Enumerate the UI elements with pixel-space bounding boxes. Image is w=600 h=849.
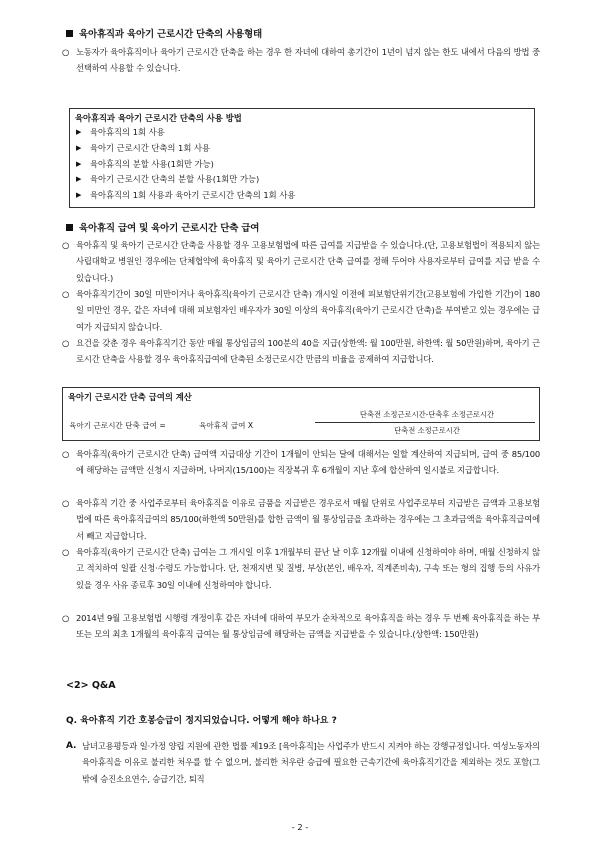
section1-intro: ○ 노동자가 육아휴직이나 육아기 근로시간 단축을 하는 경우 한 자녀에 대하여 총기간이 1년이 넘지 않는 한도 내에서 다음의 방법 중 선택하여 사용할 수 있습니다. (62, 47, 540, 74)
formula-denominator: 단축전 소정근로시간 (394, 426, 460, 435)
black-square-icon (66, 224, 73, 231)
usage-method-box-title: 육아휴직과 육아기 근로시간 단축의 사용 방법 (75, 113, 242, 123)
usage-method-box (69, 108, 535, 208)
section2-title: 육아휴직 급여 및 육아기 근로시간 단축 급여 (66, 220, 259, 234)
formula-box-title: 육아기 근로시간 단축 급여의 계산 (68, 392, 192, 402)
triangle-bullet-icon: ▶ (76, 191, 82, 200)
usage-method-item: ▶ 육아기 근로시간 단축의 1회 사용 (70, 141, 534, 157)
qa-section-title: <2> Q&A (66, 680, 116, 691)
fraction-bar (315, 422, 535, 423)
usage-method-item: ▶ 육아휴직의 1회 사용 (70, 125, 534, 141)
benefit-paragraph: ○ 2014년 9월 고용보험법 시행령 개정이후 같은 자녀에 대하여 부모가 순차적으로 육아휴직을 하는 경우 두 번째 육아휴직을 하는 부 또는 모의 최초 1개월의 육아휴직 급여는 월 통상임금에 해당하는 금액을 지급받을 수 있습니다.(상한액: 150만원) (62, 613, 540, 640)
page-number: - 2 - (291, 822, 309, 832)
triangle-bullet-icon: ▶ (76, 128, 82, 136)
benefit-paragraph: ○ 육아휴직(육아기 근로시간 단축) 급여액 지급대상 기간이 1개월이 안되는 달에 대해서는 일할 계산하여 지급되며, 급여 중 85/100에 해당하는 금액만 신청시 지급하며, 나머지(15/100)는 직장복귀 후 6개월이 지난 후에 합산하여 일시불로 지급합니다. (62, 449, 540, 476)
formula-lhs: 육아기 근로시간 단축 급여 = (69, 421, 166, 430)
benefit-paragraph: ○ 육아휴직(육아기 근로시간 단축) 급여는 그 개시일 이후 1개월부터 끝난 날 이후 12개월 이내에 신청하여야 하며, 매월 신청하지 않고 적치하여 일괄 신청·수령도 가능합니다. 단, 천재지변 및 질병, 부상(본인, 배우자, 직계존비속), 구속 또는 형의 집행 등의 사유가 있을 경우 사유 종료후 30일 이내에 신청하여야 합니다. (62, 547, 540, 590)
benefit-paragraph: ○ 요건을 갖춘 경우 육아휴직기간 동안 매월 통상임금의 100분의 40을 지급(상한액: 월 100만원, 하한액: 월 50만원)하며, 육아기 근로시간 단축을 사용할 경우 육아휴직급여에 단축된 소정근로시간 만큼의 비율을 공제하여 지급합니다. (62, 338, 540, 365)
black-square-icon (66, 30, 73, 37)
formula-mid: 육아휴직 급여 X (199, 421, 254, 430)
answer-paragraph: A. 남녀고용평등과 일·가정 양립 지원에 관한 법률 제19조 [육아휴직]는 사업주가 반드시 지켜야 하는 강행규정입니다. 여성노동자의 육아휴직을 이유로 불리한 처우를 할 수 없으며, 불리한 처우란 승급에 필요한 근속기간에 육아휴직기간을 제외하는 것도 포함(그밖에 승진소요연수, 승급기간, 퇴직 (66, 741, 540, 784)
formula-numerator: 단축전 소정근로시간-단축후 소정근로시간 (359, 410, 495, 419)
usage-method-item: ▶ 육아휴직의 분할 사용(1회만 가능) (70, 157, 534, 173)
usage-method-item: ▶ 육아기 근로시간 단축의 분할 사용(1회만 가능) (70, 172, 534, 188)
benefit-paragraph: ○ 육아휴직 기간 중 사업주로부터 육아휴직을 이유로 금품을 지급받은 경우로서 매월 단위로 사업주로부터 지급받은 금액과 고용보험법에 따른 육아휴직급여의 85/100(하한액 50만원)를 합한 금액이 월 통상임금을 초과하는 경우에는 그 초과금액을 육아휴직급여에서 빼고 지급합니다. (62, 498, 540, 541)
question-text: Q. 육아휴직 기간 호봉승급이 정지되었습니다. 어떻게 해야 하나요 ? (66, 716, 337, 726)
formula-box (62, 387, 540, 441)
triangle-bullet-icon: ▶ (76, 143, 82, 152)
triangle-bullet-icon: ▶ (76, 159, 82, 168)
section1-title: 육아휴직과 육아기 근로시간 단축의 사용형태 (66, 26, 262, 40)
benefit-paragraph: ○ 육아휴직 및 육아기 근로시간 단축을 사용할 경우 고용보험법에 따른 급여를 지급받을 수 있습니다.(단, 고용보험법이 적용되지 않는 사립대학교 병원인 경우에는 단체협약에 육아휴직 및 육아기 근로시간 단축 급여를 정해 두어야 사용자로부터 급여를 지급 받을 수 있습니다.) (62, 240, 540, 283)
benefit-paragraph: ○ 육아휴직기간이 30일 미만이거나 육아휴직(육아기 근로시간 단축) 개시일 이전에 피보험단위기간(고용보험에 가입한 기간)이 180일 미만인 경우, 같은 자녀에 대해 피보험자인 배우자가 30일 이상의 육아휴직(육아기 근로시간 단축)을 부여받고 있는 경우에는 급여가 지급되지 않습니다. (62, 289, 540, 332)
triangle-bullet-icon: ▶ (76, 175, 82, 184)
usage-method-item: ▶ 육아휴직의 1회 사용과 육아기 근로시간 단축의 1회 사용 (70, 188, 534, 204)
